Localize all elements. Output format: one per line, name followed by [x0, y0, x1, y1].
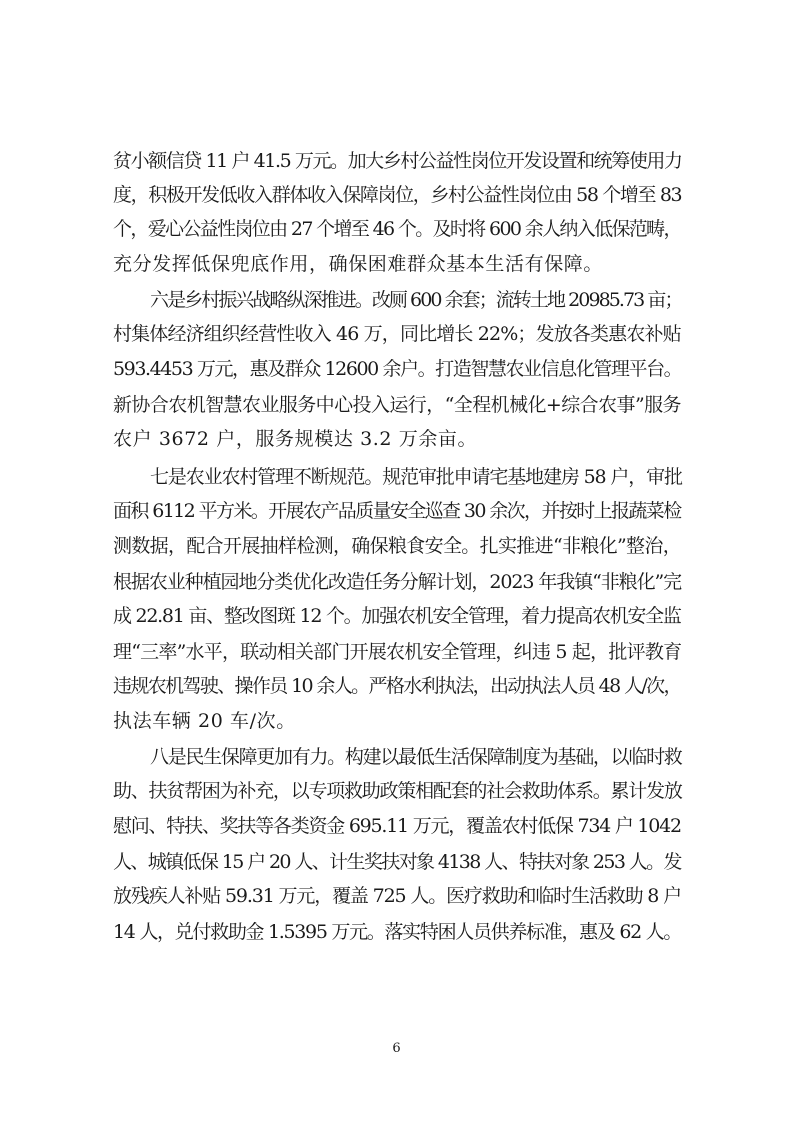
text-line: 理“三率”水平，联动相关部门开展农机安全管理，纠违 5 起，批评教育 — [113, 641, 682, 663]
text-line: 个，爱心公益性岗位由 27 个增至 46 个。及时将 600 余人纳入低保范畴， — [113, 218, 681, 240]
text-line: 村集体经济组织经营性收入 46 万，同比增长 22%；发放各类惠农补贴 — [113, 323, 681, 345]
text-line: 新协合农机智慧农业服务中心投入运行，“全程机械化+综合农事”服务 — [113, 394, 681, 416]
page-number: 6 — [392, 1041, 401, 1056]
text-line: 成 22.81 亩、整改图斑 12 个。加强农机安全管理，着力提高农机安全监 — [113, 605, 681, 627]
paragraph-eight-first-line: 八是民生保障更加有力。构建以最低生活保障制度为基础，以临时救 — [150, 746, 682, 768]
paragraph-seven-first-line: 七是农业农村管理不断规范。规范审批申请宅基地建房 58 户，审批 — [150, 466, 682, 488]
text-line: 根据农业种植园地分类优化改造任务分解计划，2023 年我镇“非粮化”完 — [113, 571, 682, 593]
text-line: 农户 3672 户，服务规模达 3.2 万余亩。 — [113, 428, 478, 450]
text-line: 面积 6112 平方米。开展农产品质量安全巡查 30 余次，并按时上报蔬菜检 — [113, 500, 681, 522]
text-line: 人、城镇低保 15 户 20 人、计生奖扶对象 4138 人、特扶对象 253 人。发 — [113, 851, 681, 873]
paragraph-six-first-line: 六是乡村振兴战略纵深推进。改厕 600 余套；流转土地 20985.73 亩； — [150, 289, 682, 311]
text-line: 贫小额信贷 11 户 41.5 万元。加大乡村公益性岗位开发设置和统筹使用力 — [113, 150, 682, 172]
text-line: 593.4453 万元，惠及群众 12600 余户。打造智慧农业信息化管理平台。 — [113, 358, 682, 380]
text-line: 执法车辆 20 车/次。 — [113, 710, 296, 732]
text-line: 测数据，配合开展抽样检测，确保粮食安全。扎实推进“非粮化”整治， — [113, 535, 682, 557]
text-line: 充分发挥低保兜底作用，确保困难群众基本生活有保障。 — [113, 253, 604, 275]
text-line: 度，积极开发低收入群体收入保障岗位，乡村公益性岗位由 58 个增至 83 — [113, 184, 682, 206]
text-line: 放残疾人补贴 59.31 万元，覆盖 725 人。医疗救助和临时生活救助 8 户 — [113, 885, 681, 907]
text-line: 违规农机驾驶、操作员 10 余人。严格水利执法，出动执法人员 48 人/次， — [113, 675, 681, 697]
text-line: 助、扶贫帮困为补充，以专项救助政策相配套的社会救助体系。累计发放 — [113, 780, 682, 802]
text-line: 慰问、特扶、奖扶等各类资金 695.11 万元，覆盖农村低保 734 户 1042 — [113, 815, 681, 837]
text-line: 14 人，兑付救助金 1.5395 万元。落实特困人员供养标准，惠及 62 人。 — [113, 921, 682, 943]
